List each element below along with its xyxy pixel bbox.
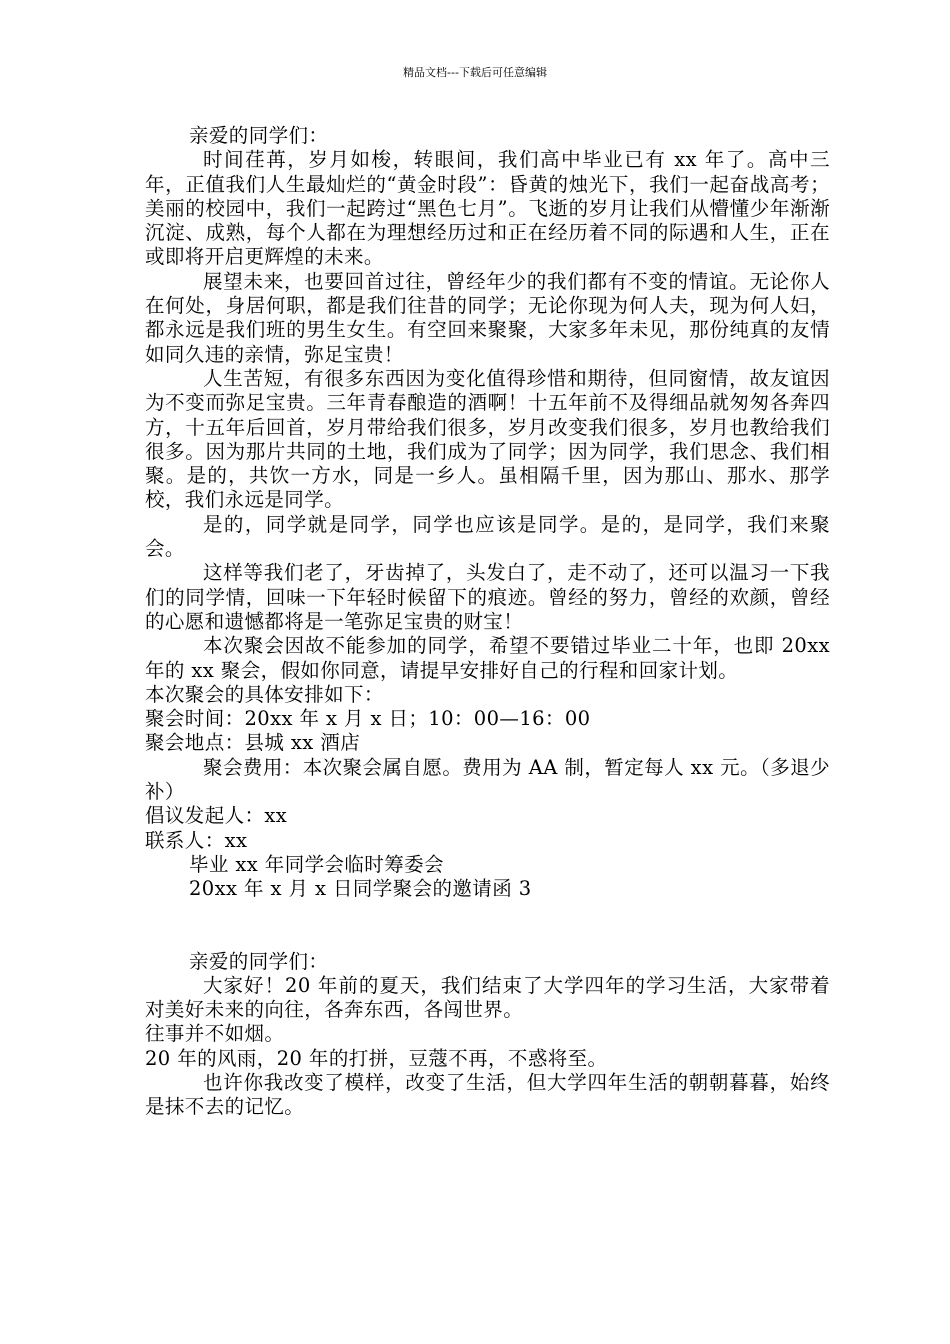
- paragraph: 人生苦短，有很多东西因为变化值得珍惜和期待，但同窗情，故友谊因为不变而弥足宝贵。三年青春酿造的酒啊！十五年前不及得细品就匆匆各奔四方，十五年后回首，岁月带给我们很多，岁月改变我们很多，岁月也教给我们很多。因为那片共同的土地，我们成为了同学；因为同学，我们思念、我们相聚。是的，共饮一方水，同是一乡人。虽相隔千里，因为那山、那水、那学校，我们永远是同学。: [145, 366, 830, 512]
- salutation: 亲爱的同学们：: [189, 124, 329, 147]
- contact: 联系人：xx: [145, 828, 248, 852]
- arrangement-intro: 本次聚会的具体安排如下：: [145, 682, 384, 706]
- meeting-time: 聚会时间：20xx 年 x 月 x 日；10：00—16：00: [145, 707, 591, 731]
- paragraph: 是的，同学就是同学，同学也应该是同学。是的，是同学，我们来聚会。: [145, 512, 830, 561]
- section-title: 20xx 年 x 月 x 日同学聚会的邀请函 3: [189, 877, 532, 901]
- meeting-fee: 聚会费用：本次聚会属自愿。费用为 AA 制，暂定每人 xx 元。（多退少补）: [145, 755, 830, 804]
- committee: 毕业 xx 年同学会临时筹委会: [189, 852, 444, 876]
- paragraph: 本次聚会因故不能参加的同学，希望不要错过毕业二十年，也即 20xx 年的 xx 聚会，假如你同意，请提早安排好自己的行程和回家计划。: [145, 634, 830, 682]
- page-header: 精品文档---下载后可任意编辑: [403, 66, 547, 79]
- paragraph: 也许你我改变了模样，改变了生活，但大学四年生活的朝朝暮暮，始终是抹不去的记忆。: [145, 1070, 830, 1119]
- meeting-place: 聚会地点：县城 xx 酒店: [145, 731, 361, 755]
- salutation: 亲爱的同学们：: [189, 949, 329, 973]
- paragraph: 这样等我们老了，牙齿掉了，头发白了，走不动了，还可以温习一下我们的同学情，回味一下年轻时候留下的痕迹。曾经的努力，曾经的欢颜，曾经的心愿和遗憾都将是一笔弥足宝贵的财宝！: [145, 561, 830, 633]
- paragraph: 时间荏苒，岁月如梭，转眼间，我们高中毕业已有 xx 年了。高中三年，正值我们人生最灿烂的“黄金时段”：昏黄的烛光下，我们一起奋战高考；美丽的校园中，我们一起跨过“黑色七月”。飞逝的岁月让我们从懵懂少年渐渐沉淀、成熟，每个人都在为理想经历过和正在经历着不同的际遇和人生，正在或即将开启更辉煌的未来。: [145, 148, 830, 269]
- paragraph: 展望未来，也要回首过往，曾经年少的我们都有不变的情谊。无论你人在何处，身居何职，都是我们往昔的同学；无论你现为何人夫，现为何人妇，都永远是我们班的男生女生。有空回来聚聚，大家多年未见，那份纯真的友情如同久违的亲情，弥足宝贵！: [145, 269, 830, 366]
- paragraph: 大家好！20 年前的夏天，我们结束了大学四年的学习生活，大家带着对美好未来的向往，各奔东西，各闯世界。: [145, 973, 830, 1022]
- section-spacer: [145, 902, 830, 950]
- paragraph: 往事并不如烟。: [145, 1022, 285, 1046]
- document-body: [145, 124, 830, 1120]
- paragraph: 20 年的风雨，20 年的打拼，豆蔻不再，不惑将至。: [145, 1046, 608, 1070]
- initiator: 倡议发起人：xx: [145, 804, 288, 828]
